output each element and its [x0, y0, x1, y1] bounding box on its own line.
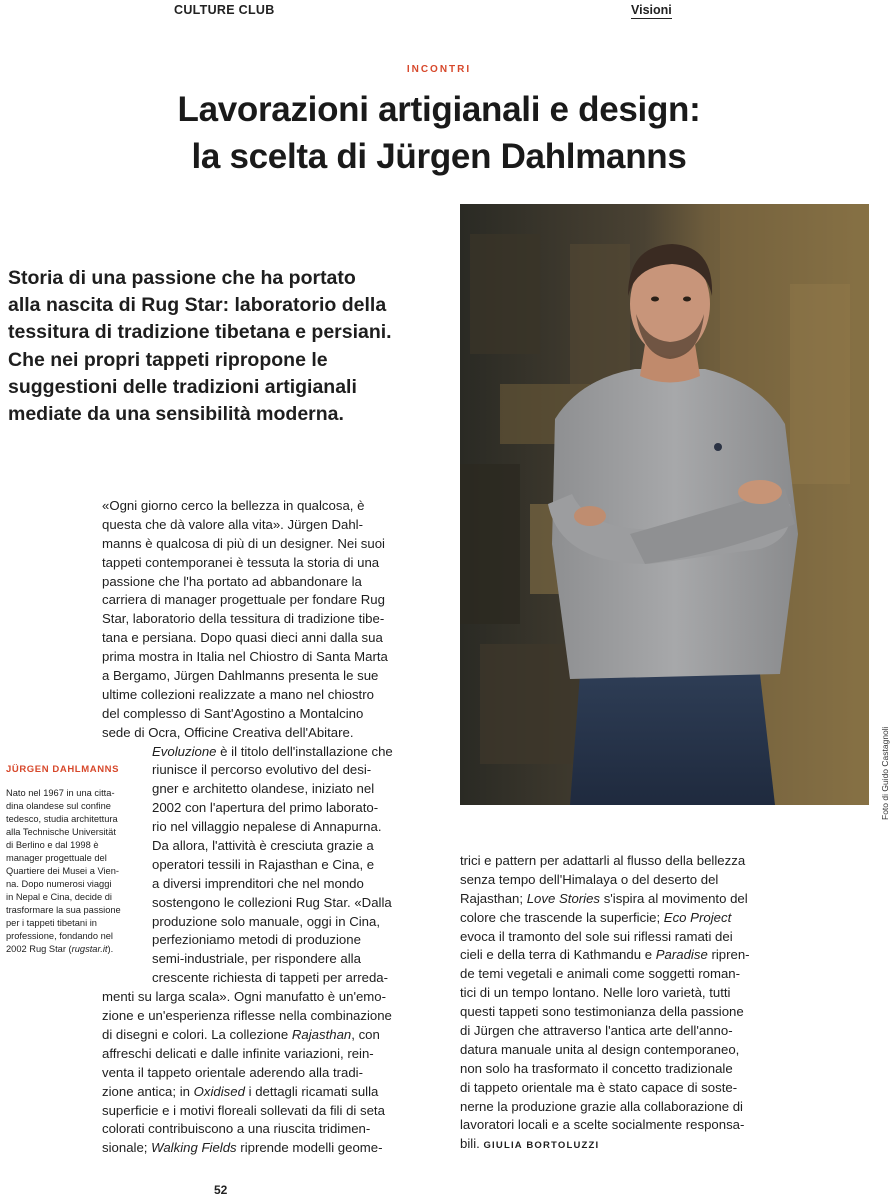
- body-text-segment: Rajasthan;: [460, 890, 527, 906]
- body-line: prima mostra in Italia nel Chiostro di Santa Marta: [102, 649, 388, 665]
- body-line: trici e pattern per adattarli al flusso della bellezza: [460, 853, 746, 868]
- bio-heading: JÜRGEN DAHLMANNS: [6, 764, 120, 775]
- body-text-segment: zione antica; in: [102, 1083, 194, 1099]
- body-line: menti su larga scala». Ogni manufatto è un'emo-: [102, 989, 387, 1005]
- body-line: zione e un'esperienza riflesse nella combinazione: [102, 1008, 392, 1024]
- body-line: de temi vegetali e animali come soggetti roman-: [460, 966, 741, 982]
- lead-line: tessitura di tradizione tibetana e persiani.: [8, 321, 392, 344]
- body-line: [460, 946, 780, 965]
- collection-name: Evoluzione: [152, 743, 217, 759]
- bio-text-segment: 2002 Rug Star (: [6, 944, 72, 954]
- portrait-illustration: [460, 204, 869, 805]
- body-line: Da allora, l'attività è cresciuta grazie a: [152, 838, 374, 854]
- body-line: evoca il tramonto del sole sui riflessi ramati dei: [460, 928, 733, 944]
- lead-line: suggestioni delle tradizioni artigianali: [8, 375, 357, 398]
- body-line: «Ogni giorno cerco la bellezza in qualcosa, è: [102, 498, 365, 513]
- body-line: [102, 1139, 420, 1158]
- collection-name: Rajasthan: [291, 1026, 352, 1042]
- body-line: questa che dà valore alla vita». Jürgen Dahl-: [102, 516, 363, 532]
- body-line: venta il tappeto orientale aderendo alla tradi-: [102, 1064, 363, 1080]
- body-line: [102, 743, 420, 762]
- body-line: senza tempo dell'Himalaya o del deserto del: [460, 871, 719, 887]
- body-line: datura manuale unita al design contemporaneo,: [460, 1041, 740, 1057]
- body-line: rio nel villaggio nepalese di Annapurna.: [152, 819, 382, 835]
- body-text-segment: ripren-: [707, 947, 750, 963]
- body-line: passione che l'ha portato ad abbandonare la: [102, 573, 362, 589]
- bio-line: Quartiere dei Musei a Vien-: [6, 866, 119, 876]
- body-line: crescente richiesta di tappeti per arreda-: [152, 970, 389, 986]
- bio-line: manager progettuale del: [6, 853, 107, 863]
- body-text-segment: bili.: [460, 1136, 480, 1152]
- bio-text-segment: ).: [107, 944, 114, 954]
- title-line: la scelta di Jürgen Dahlmanns: [191, 137, 687, 176]
- collection-name: Eco Project: [663, 909, 732, 925]
- body-line: lavoratori locali e a scelte socialmente responsa-: [460, 1117, 745, 1133]
- website-link[interactable]: rugstar.it: [71, 944, 108, 954]
- bio-line: alla Technische Universität: [6, 827, 116, 837]
- body-text-segment: s'ispira al movimento del: [600, 890, 748, 906]
- body-text-segment: , con: [351, 1026, 380, 1042]
- body-text-segment: è il titolo dell'installazione che: [216, 743, 393, 759]
- author-name: GIULIA BORTOLUZZI: [483, 1140, 600, 1152]
- body-line: di tappeto orientale ma è stato capace di soste-: [460, 1079, 738, 1095]
- body-text-segment: sionale;: [102, 1140, 152, 1156]
- body-line: non solo ha trasformato il concetto tradizionale: [460, 1060, 733, 1076]
- section-label: CULTURE CLUB: [174, 3, 275, 17]
- article-title: [0, 86, 878, 180]
- body-line: 2002 con l'apertura del primo laborato-: [152, 800, 379, 816]
- body-line: operatori tessili in Rajasthan e Cina, e: [152, 856, 375, 872]
- bio-line: dina olandese sul confine: [6, 801, 111, 811]
- photo-credit-text: Foto di Guido Castagnoli: [880, 726, 890, 820]
- body-line: tici di un tempo lontano. Nelle loro varietà, tutti: [460, 985, 731, 1001]
- bio-line: na. Dopo numerosi viaggi: [6, 879, 112, 889]
- bio-line: Nato nel 1967 in una citta-: [6, 788, 115, 798]
- body-line: colorati contribuiscono a una riuscita tridimen-: [102, 1121, 371, 1137]
- body-line: riunisce il percorso evolutivo del desi-: [152, 762, 372, 778]
- lead-line: Che nei propri tappeti ripropone le: [8, 348, 328, 371]
- body-line: [460, 909, 780, 928]
- body-line: [102, 1083, 420, 1102]
- portrait-photo: [460, 204, 869, 805]
- body-line: gner e architetto olandese, iniziato nel: [152, 781, 375, 797]
- section-name: Visioni: [631, 3, 672, 17]
- body-column-1: [102, 497, 420, 1158]
- body-column-2: [460, 852, 780, 1154]
- body-line: sostengono le collezioni Rug Star. «Dalla: [152, 894, 392, 910]
- body-text-segment: i dettagli ricamati sulla: [244, 1083, 379, 1099]
- bio-line: trasformare la sua passione: [6, 905, 121, 915]
- title-line: Lavorazioni artigianali e design:: [177, 90, 701, 129]
- body-line: carriera di manager progettuale per fondare Rug: [102, 592, 385, 608]
- body-line: produzione solo manuale, oggi in Cina,: [152, 913, 380, 929]
- article-lead: [8, 265, 438, 428]
- body-line: Star, laboratorio della tessitura di tradizione tibe-: [102, 611, 385, 627]
- bio-line: professione, fondando nel: [6, 931, 113, 941]
- body-line: tana e persiana. Dopo quasi dieci anni dalla sua: [102, 630, 383, 646]
- body-line: perfezioniamo metodi di produzione: [152, 932, 361, 948]
- collection-name: Oxidised: [193, 1083, 245, 1099]
- bio-line: di Berlino e dal 1998 è: [6, 840, 99, 850]
- bio-line: tedesco, studia architettura: [6, 814, 118, 824]
- body-text-segment: riprende modelli geome-: [236, 1140, 383, 1156]
- body-line: di Jürgen che attraverso l'antica arte dell'anno-: [460, 1023, 733, 1039]
- body-line: manns è qualcosa di più di un designer. Nei suoi: [102, 535, 385, 551]
- lead-line: Storia di una passione che ha portato: [8, 267, 356, 289]
- body-line: del complesso di Sant'Agostino a Montalcino: [102, 705, 364, 721]
- body-line: a Bergamo, Jürgen Dahlmanns presenta le sue: [102, 668, 379, 684]
- bio-line: per i tappeti tibetani in: [6, 918, 97, 928]
- collection-name: Love Stories: [526, 890, 601, 906]
- photo-credit: [878, 726, 892, 820]
- page-number: 52: [214, 1183, 228, 1197]
- body-text-segment: cieli e della terra di Kathmandu e: [460, 947, 656, 963]
- body-line: tappeti contemporanei è tessuta la storia di una: [102, 554, 380, 570]
- body-line: semi-industriale, per rispondere alla: [152, 951, 361, 967]
- collection-name: Walking Fields: [151, 1140, 237, 1156]
- body-line: questi tappeti sono testimonianza della passione: [460, 1004, 744, 1020]
- body-line: affreschi delicati e dalle infinite variazioni, rein-: [102, 1045, 374, 1061]
- body-line: a diversi imprenditori che nel mondo: [152, 875, 364, 891]
- body-text-segment: colore che trascende la superficie;: [460, 909, 664, 925]
- body-line: [460, 1135, 780, 1154]
- body-line: ultime collezioni realizzate a mano nel chiostro: [102, 686, 374, 702]
- body-text-segment: di disegni e colori. La collezione: [102, 1026, 292, 1042]
- article-kicker: INCONTRI: [406, 64, 472, 75]
- lead-line: mediate da una sensibilità moderna.: [8, 403, 344, 426]
- body-line: [102, 1026, 420, 1045]
- body-line: superficie e i motivi floreali sollevati da fili di seta: [102, 1102, 385, 1118]
- body-line: nerne la produzione grazie alla collaborazione di: [460, 1098, 743, 1114]
- body-line: [460, 890, 780, 909]
- collection-name: Paradise: [655, 947, 708, 963]
- lead-line: alla nascita di Rug Star: laboratorio della: [8, 294, 387, 317]
- bio-line: in Nepal e Cina, decide di: [6, 892, 112, 902]
- body-line: sede di Ocra, Officine Creativa dell'Abitare.: [102, 724, 354, 740]
